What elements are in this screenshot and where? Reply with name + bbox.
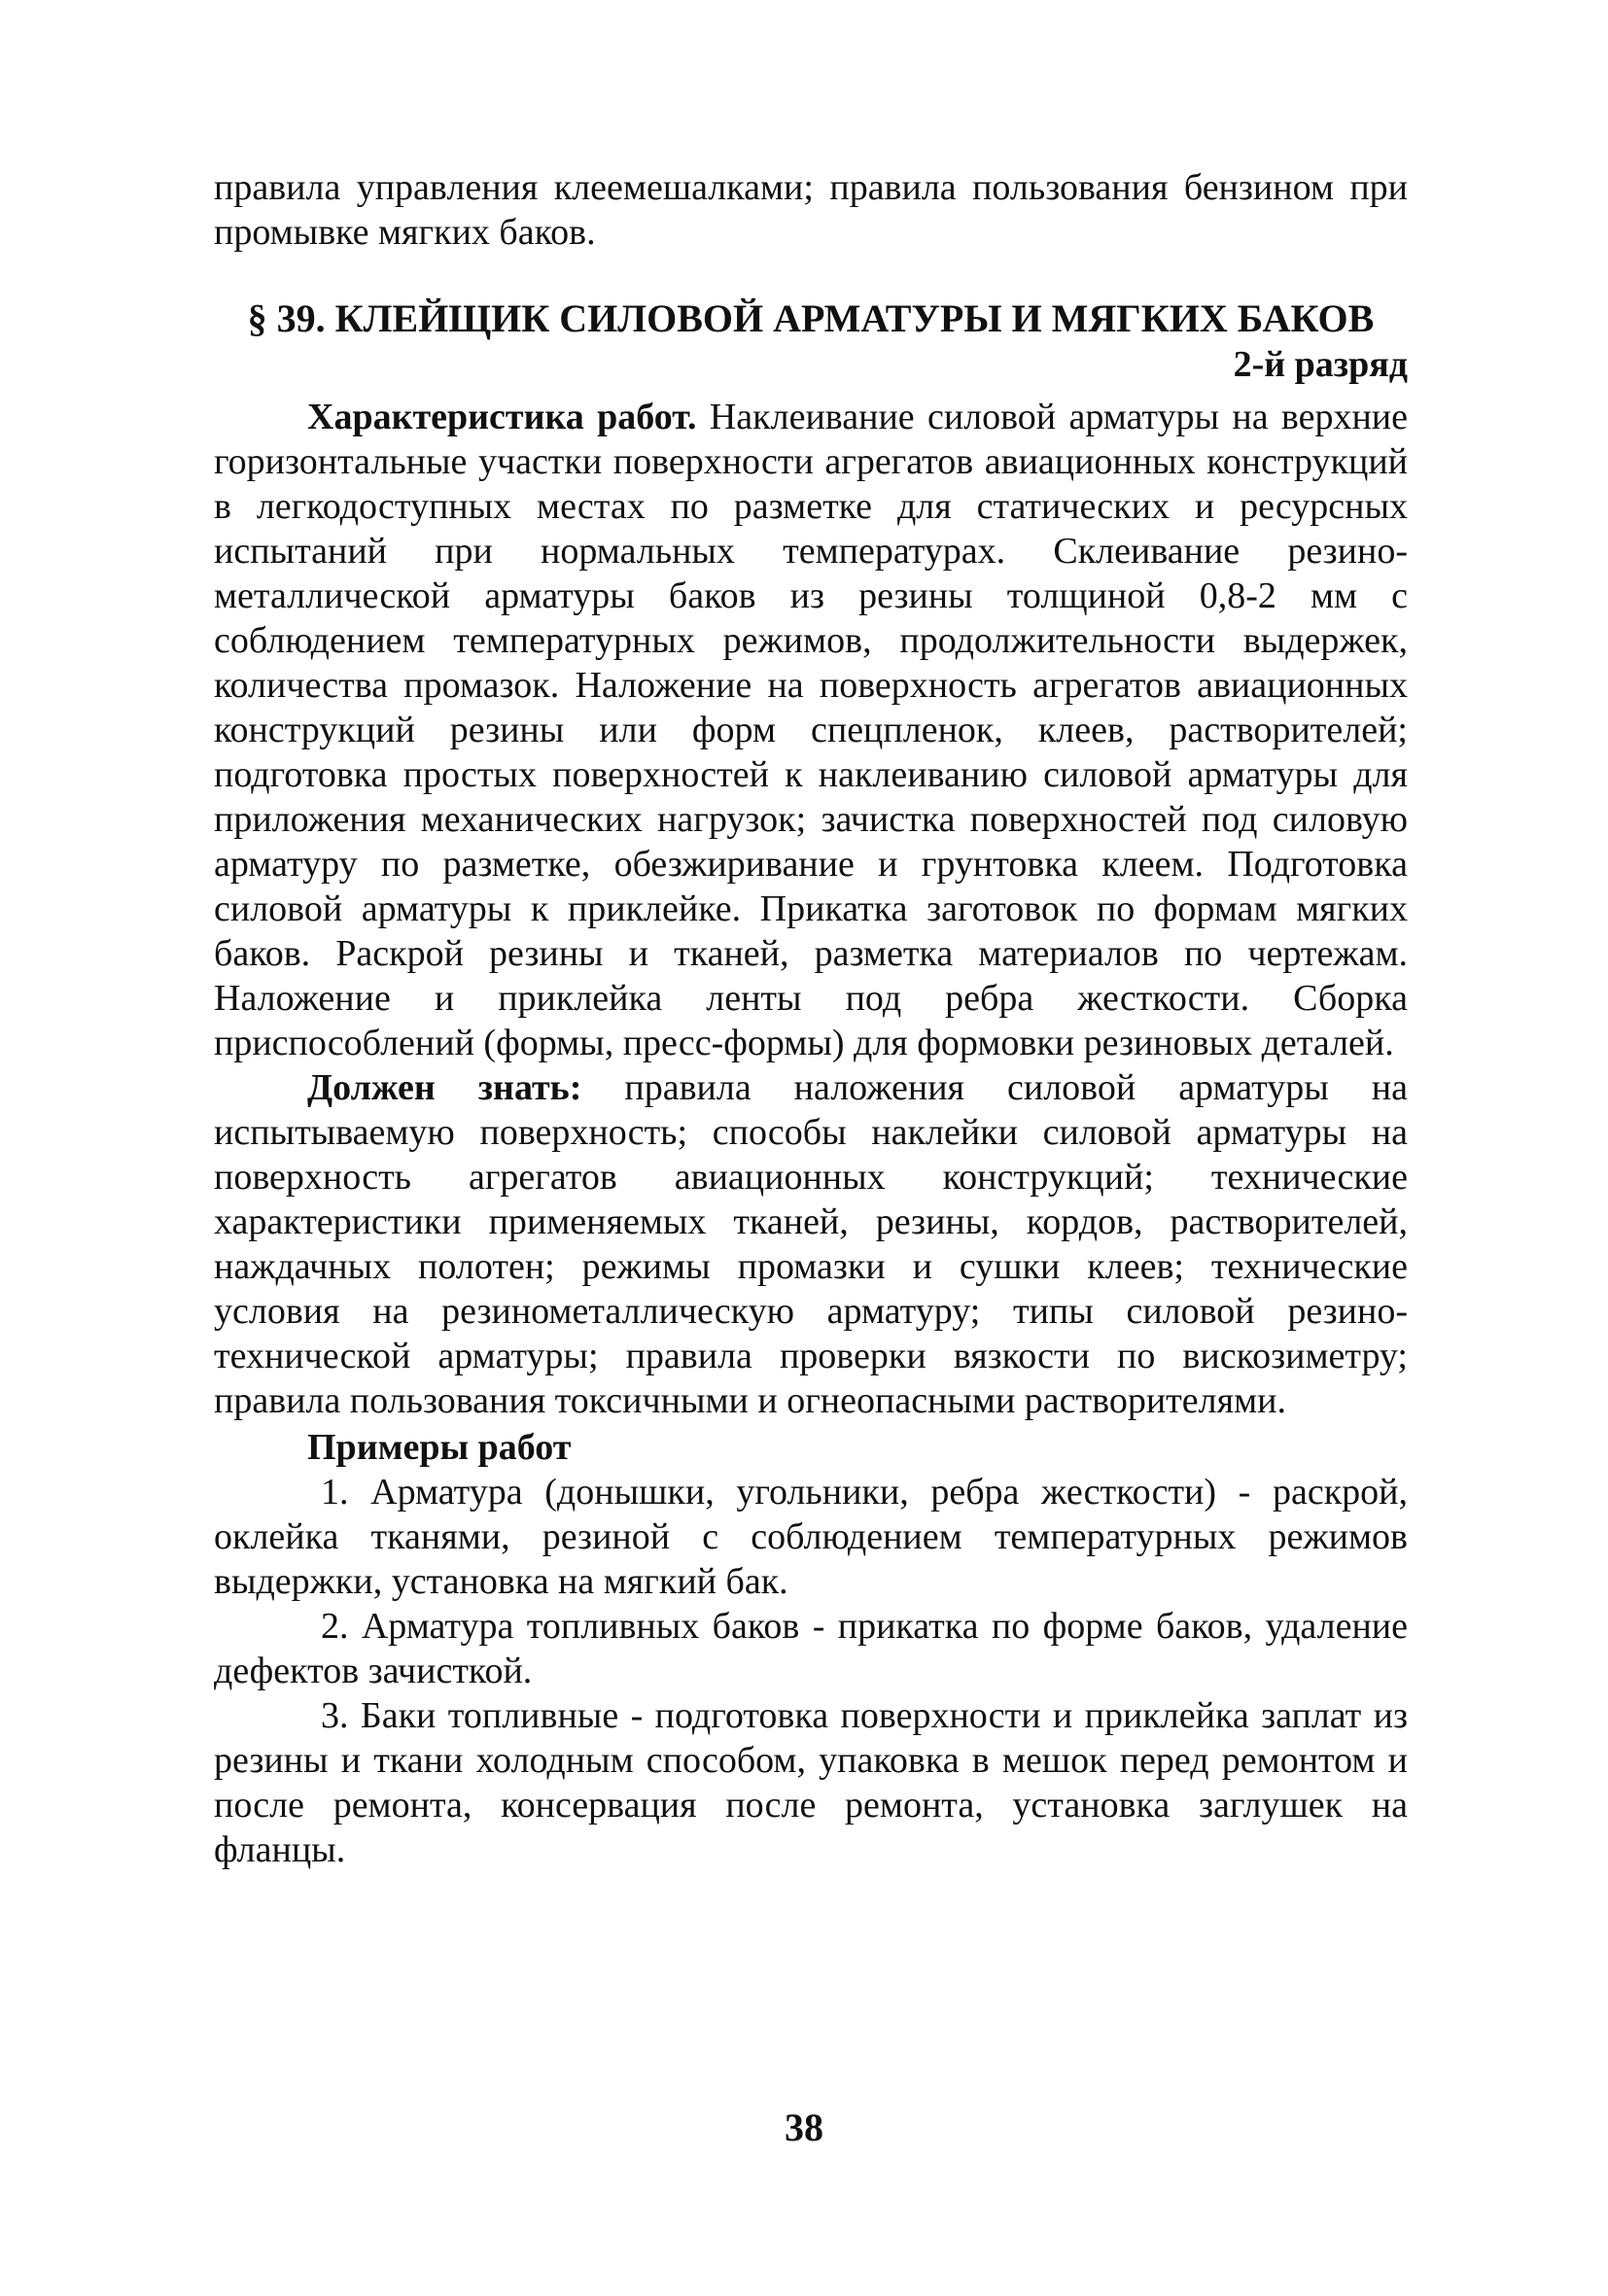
page-number: 38 [785,2105,823,2149]
characteristics-text: Наклеивание силовой арматуры на верхние горизонтальные участки поверхности агрегатов авиационных конструкций в легкодоступных местах по разметке для статических и ресурсных испытаний при нормальных температурах. Склеивание резино-металлической арматуры баков из резины толщиной 0,8-2 мм с соблюдением температурных режимов, продолжительности выдержек, количества промазок. Наложение на поверхность агрегатов авиационных конструкций резины или форм спецпленок, клеев, растворителей; подготовка простых поверхностей к наклеиванию силовой арматуры для приложения механических нагрузок; зачистка поверхностей под силовую арматуру по разметке, обезжиривание и грунтовка клеем. Подготовка силовой арматуры к приклейке. Прикатка заготовок по формам мягких баков. Раскрой резины и тканей, разметка материалов по чертежам. Наложение и приклейка ленты под ребра жесткости. Сборка приспособлений (формы, пресс-формы) для формовки резиновых деталей. [214,397,1409,1063]
knowledge-paragraph [214,1065,1408,1423]
characteristics-label: Характеристика работ. [307,397,697,437]
page-content [214,165,1408,1872]
example-item-1: 1. Арматура (донышки, угольники, ребра жесткости) - раскрой, оклейка тканями, резиной с соблюдением температурных режимов выдержки, установка на мягкий бак. [214,1472,1408,1602]
example-item-2: 2. Арматура топливных баков - прикатка по форме баков, удаление дефектов зачисткой. [214,1606,1408,1691]
characteristics-paragraph [214,395,1408,1065]
knowledge-label: Должен знать: [307,1067,582,1108]
section-grade: 2-й разряд [1233,344,1408,385]
examples-title: Примеры работ [307,1427,572,1468]
example-item-3: 3. Баки топливные - подготовка поверхности и приклейка заплат из резины и ткани холодным способом, упаковка в мешок перед ремонтом и после ремонта, консервация после ремонта, установка заглушек на фланцы. [214,1695,1408,1870]
intro-paragraph: правила управления клеемешалками; правила пользования бензином при промывке мягких баков. [214,167,1408,253]
knowledge-text: правила наложения силовой арматуры на испытываемую поверхность; способы наклейки силовой арматуры на поверхность агрегатов авиационных конструкций; технические характеристики применяемых тканей, резины, кордов, растворителей, наждачных полотен; режимы промазки и сушки клеев; технические условия на резинометаллическую арматуру; типы силовой резино-технической арматуры; правила проверки вязкости по вискозиметру; правила пользования токсичными и огнеопасными растворителями. [214,1067,1408,1421]
section-title: § 39. КЛЕЙЩИК СИЛОВОЙ АРМАТУРЫ И МЯГКИХ БАКОВ [247,296,1375,340]
